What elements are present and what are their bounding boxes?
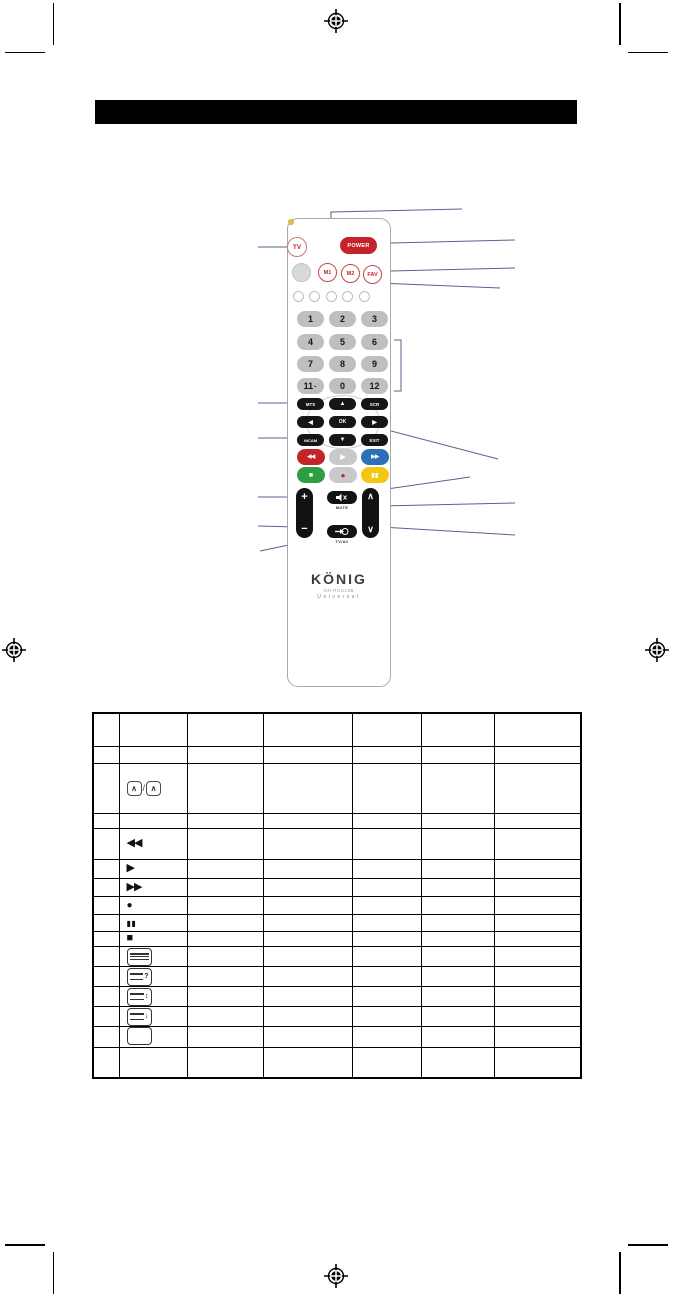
slash: / (142, 783, 146, 793)
digit-9-button: 9 (361, 356, 388, 372)
scr-button: SCR (361, 398, 388, 410)
channel-up-box-icon: ∧ (146, 781, 161, 796)
stop-button: ■ (297, 467, 325, 483)
digit-5-button: 5 (329, 334, 356, 350)
crop-mark-bottom-left-v (53, 1252, 55, 1294)
table-row-blank-key (93, 1026, 581, 1047)
section-title-bar (95, 100, 577, 124)
hold-glyph: ↕ (145, 993, 149, 1001)
table-row (93, 1047, 581, 1078)
teletext-icon (127, 948, 152, 966)
crop-mark-top-right-h (628, 52, 668, 54)
brand-series: Universal (317, 594, 361, 600)
digit-11-mark: ⌄ (313, 383, 318, 389)
table-row-record (93, 896, 581, 914)
channel-down-label: ∨ (367, 524, 374, 534)
rewind-button: ◀◀ (297, 449, 325, 465)
tvav-label: TV/AV (335, 539, 349, 544)
mode-indicator-icon (342, 291, 353, 302)
mode-indicator-icon (309, 291, 320, 302)
table-row-rewind (93, 828, 581, 859)
digit-12-button: 12 (361, 378, 388, 394)
callout-power (391, 240, 515, 243)
callout-digit-bracket (394, 340, 401, 391)
registration-mark-icon (324, 9, 348, 33)
table-row-fast-forward (93, 878, 581, 896)
record-button: ● (329, 467, 357, 483)
table-row-hold (93, 986, 581, 1006)
stop-icon: ■ (126, 932, 134, 944)
registration-mark-icon (2, 638, 26, 662)
nicam-button: NICAM (297, 434, 324, 446)
mts-button: MTS (297, 398, 324, 410)
tv-button: TV (287, 237, 307, 257)
channel-rocker (362, 488, 379, 538)
arrow-down-button: ▼ (329, 434, 356, 446)
teletext-subpage-icon (127, 1008, 152, 1026)
m2-button: M2 (341, 264, 360, 283)
callout-channel-down (380, 527, 515, 535)
table-row-stop (93, 931, 581, 946)
remote-control (287, 218, 391, 687)
callout-fav (391, 268, 515, 271)
tvav-icon (335, 527, 349, 536)
ok-button: OK (329, 416, 356, 428)
table-row-teletext (93, 946, 581, 966)
arrow-up-button: ▲ (329, 398, 356, 410)
teletext-reveal-icon (127, 968, 152, 986)
pause-button: ▮▮ (361, 467, 389, 483)
digit-8-button: 8 (329, 356, 356, 372)
table-row-play (93, 859, 581, 878)
reveal-glyph: ? (144, 973, 149, 981)
exit-button: EXIT (361, 434, 388, 446)
digit-4-button: 4 (297, 334, 324, 350)
fav-button: FAV (363, 265, 382, 284)
digit-1-button: 1 (297, 311, 324, 327)
brand-logo (288, 571, 390, 600)
key-function-table (92, 712, 582, 1079)
table-row (93, 746, 581, 763)
channel-up-box-icon: ∧ (127, 781, 142, 796)
crop-mark-bottom-right-h (628, 1244, 668, 1246)
table-row-subpage (93, 1006, 581, 1026)
digit-11-button (297, 378, 324, 394)
table-row (93, 813, 581, 828)
channel-buttons-icon (119, 763, 187, 813)
blank-key-icon (127, 1027, 152, 1045)
table-header-row (93, 713, 581, 746)
play-icon: ▶ (126, 862, 135, 874)
mute-icon (336, 493, 348, 502)
mode-indicator-icon (326, 291, 337, 302)
volume-rocker (296, 488, 313, 538)
channel-up-label: ∧ (367, 491, 374, 501)
led-indicator (288, 219, 294, 225)
arrow-left-button: ◀ (297, 416, 324, 428)
registration-mark-icon (645, 638, 669, 662)
fast-forward-button: ▶▶ (361, 449, 389, 465)
play-button: ▶ (329, 449, 357, 465)
blank-round-button (292, 263, 311, 282)
mute-button (327, 491, 357, 504)
brand-name: KÖNIG (311, 571, 367, 587)
power-button: POWER (340, 237, 377, 254)
callout-channel-up (380, 503, 515, 506)
teletext-hold-icon (127, 988, 152, 1006)
fast-forward-icon: ▶▶ (126, 880, 142, 893)
crop-mark-top-left-v (53, 3, 55, 45)
digit-2-button: 2 (329, 311, 356, 327)
crop-mark-bottom-left-h (5, 1244, 45, 1246)
m1-button: M1 (318, 263, 337, 282)
brand-model: KN-RCU10B (323, 588, 354, 593)
volume-minus-label: − (301, 523, 308, 535)
crop-mark-top-left-h (5, 52, 45, 54)
digit-11-label: 11 (303, 381, 314, 391)
record-icon: ● (126, 899, 133, 911)
crop-mark-top-right-v (619, 3, 621, 45)
rewind-icon: ◀◀ (126, 837, 142, 849)
pause-icon: ▮▮ (126, 918, 137, 928)
mute-label: MUTE (335, 505, 349, 510)
arrow-right-button: ▶ (361, 416, 388, 428)
table-row-pause (93, 914, 581, 931)
table-row-reveal (93, 966, 581, 986)
volume-plus-label: + (301, 491, 308, 503)
digit-6-button: 6 (361, 334, 388, 350)
digit-7-button: 7 (297, 356, 324, 372)
subpage-glyph: ↓ (145, 1013, 149, 1021)
mode-indicator-icon (293, 291, 304, 302)
digit-3-button: 3 (361, 311, 388, 327)
crop-mark-bottom-right-v (619, 1252, 621, 1294)
mode-indicator-icon (359, 291, 370, 302)
digit-0-button: 0 (329, 378, 356, 394)
registration-mark-icon (324, 1264, 348, 1288)
table-row-channel (93, 763, 581, 813)
tvav-button (327, 525, 357, 538)
